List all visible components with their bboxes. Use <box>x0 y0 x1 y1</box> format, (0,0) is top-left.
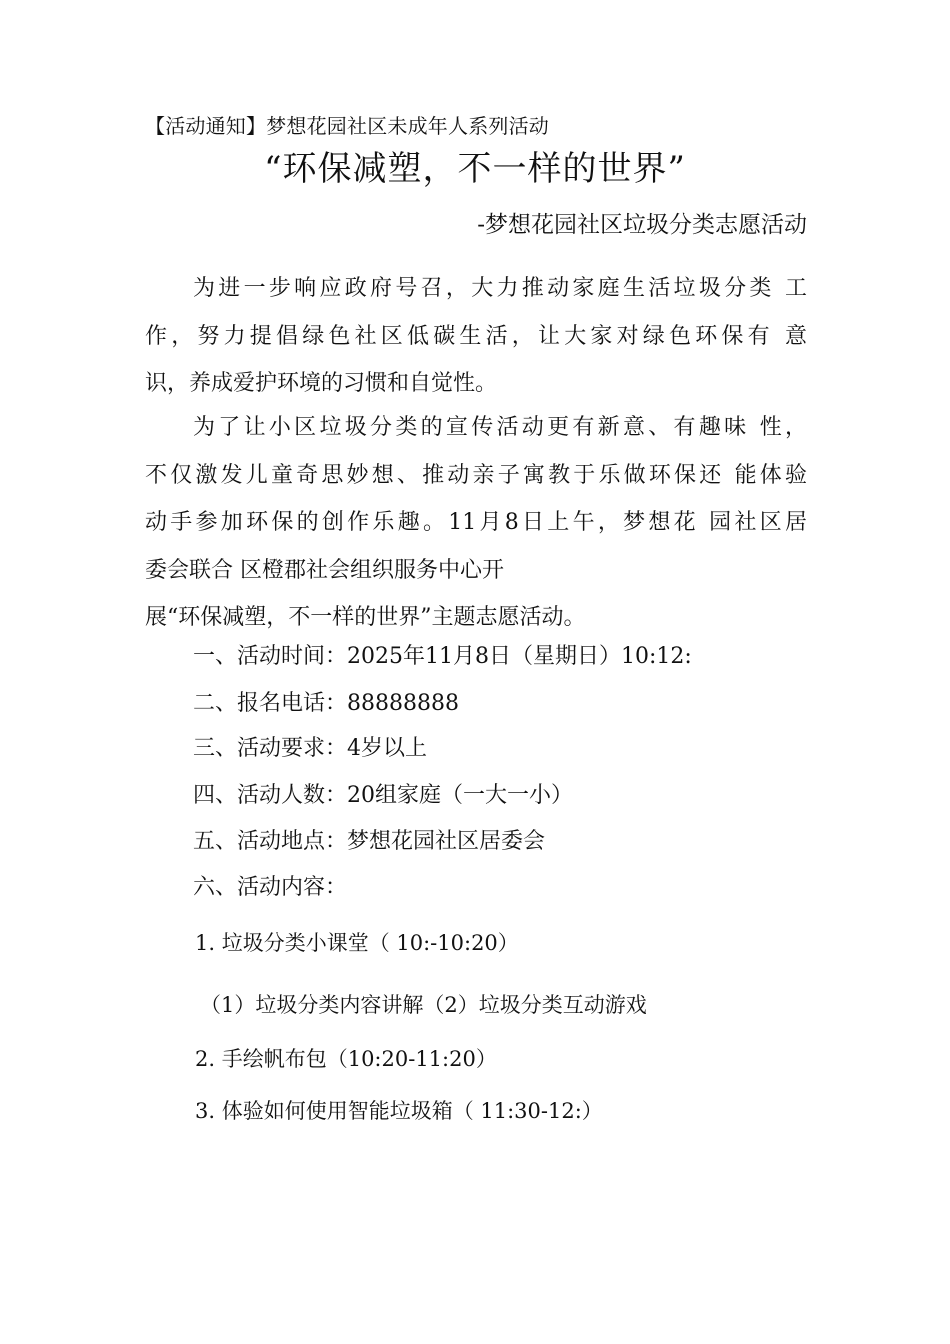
content-item-canvas-bag: 2. 手绘帆布包（10:20-11:20） <box>195 1047 497 1071</box>
info-location: 五、活动地点：梦想花园社区居委会 <box>193 829 546 854</box>
info-count: 四、活动人数：20组家庭（一大一小） <box>193 783 573 808</box>
paragraph-line: 为了让小区垃圾分类的宣传活动更有新意、有趣味 性， <box>193 415 807 440</box>
paragraph-line: 不仅激发儿童奇思妙想、推动亲子寓教于乐做环保还 能体验 <box>145 462 807 488</box>
info-content-label: 六、活动内容： <box>193 875 348 900</box>
info-time: 一、活动时间：2025年11月8日（星期日）10:12: <box>193 644 692 669</box>
info-requirement: 三、活动要求：4岁以上 <box>193 736 427 761</box>
paragraph-intro <box>145 265 807 408</box>
content-item-classroom-sub: （1）垃圾分类内容讲解（2）垃圾分类互动游戏 <box>200 993 647 1017</box>
content-item-classroom: 1. 垃圾分类小课堂（ 10:-10:20） <box>195 931 519 955</box>
subtitle: -梦想花园社区垃圾分类志愿活动 <box>477 212 807 238</box>
notice-header: 【活动通知】梦想花园社区未成年人系列活动 <box>145 114 549 138</box>
paragraph-line: 动手参加环保的创作乐趣。11月8日上午，梦想花 园社区居 <box>145 510 807 535</box>
content-item-smart-bin: 3. 体验如何使用智能垃圾箱（ 11:30-12:） <box>195 1099 603 1123</box>
paragraph-line: 展“环保减塑，不一样的世界”主题志愿活动。 <box>145 605 586 630</box>
paragraph-line: 识，养成爱护环境的习惯和自觉性。 <box>145 371 498 396</box>
paragraph-purpose <box>145 404 807 642</box>
paragraph-line: 为进一步响应政府号召，大力推动家庭生活垃圾分类 工 <box>193 276 807 301</box>
page-title: “环保减塑，不一样的世界” <box>264 149 686 189</box>
info-phone: 二、报名电话：88888888 <box>193 691 459 716</box>
paragraph-line: 作，努力提倡绿色社区低碳生活，让大家对绿色环保有 意 <box>145 323 807 349</box>
paragraph-line: 委会联合 区橙郡社会组织服务中心开 <box>145 557 504 583</box>
